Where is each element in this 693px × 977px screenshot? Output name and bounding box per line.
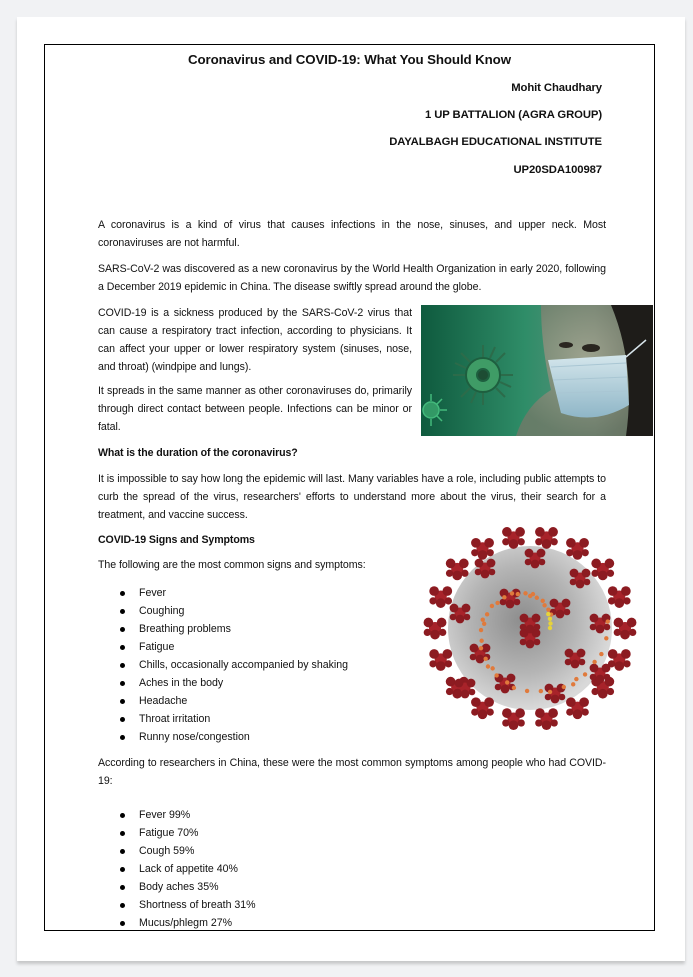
coronavirus-illustration [405,509,655,747]
list-item: Headache [98,692,348,710]
list-item: Fatigue [98,638,348,656]
spike-protein [614,618,637,640]
spike-protein [608,586,631,608]
list-item: Lack of appetite 40% [98,860,256,878]
spike-protein [471,697,494,719]
battalion: 1 UP BATTALION (AGRA GROUP) [424,109,602,121]
bullet-icon [120,681,125,686]
list-item: Coughing [98,602,348,620]
envelope-protein-dot [482,622,486,626]
document-title: Coronavirus and COVID-19: What You Should Know [188,52,511,67]
spike-protein [591,559,614,581]
spike-protein [446,559,469,581]
spike-protein [502,708,525,730]
envelope-protein-dot [604,636,608,640]
institute: DAYALBAGH EDUCATIONAL INSTITUTE [389,136,602,148]
paragraph-spread: It spreads in the same manner as other coronaviruses do, primarily through direct contact between people. Infections can be minor or fatal. [98,385,412,433]
envelope-protein-dot [479,628,483,632]
bullet-icon [120,645,125,650]
bullet-icon [120,921,125,926]
envelope-protein-dot [505,680,509,684]
envelope-protein-dot [486,664,490,668]
envelope-protein-dot [571,682,575,686]
envelope-protein-dot [548,621,552,625]
paragraph-research-intro: According to researchers in China, these were the most common symptoms among people who had COVID-19: [98,757,606,787]
bullet-icon [120,663,125,668]
spike-protein [566,697,589,719]
envelope-protein-dot [541,599,545,603]
envelope-protein-dot [485,612,489,616]
bullet-icon [120,591,125,596]
envelope-protein-dot [481,617,485,621]
paragraph-duration: It is impossible to say how long the epidemic will last. Many variables have a role, including public attempts to curb the spread of the virus, researchers' efforts to understand more about the virus, their search for a treatment, and vaccine success. [98,473,606,521]
envelope-protein-dot [523,591,527,595]
page-border [44,44,655,931]
envelope-protein-dot [516,592,520,596]
list-item: Chills, occasionally accompanied by shaking [98,656,348,674]
spike-protein [429,586,452,608]
list-item: Fatigue 70% [98,824,256,842]
bullet-icon [120,903,125,908]
spike-protein [424,618,447,640]
envelope-protein-dot [548,626,552,630]
bullet-icon [120,885,125,890]
spike-protein [429,649,452,671]
envelope-protein-dot [502,595,506,599]
envelope-protein-dot [542,603,546,607]
envelope-protein-dot [479,646,483,650]
envelope-protein-dot [548,690,552,694]
bullet-icon [120,735,125,740]
bullet-icon [120,867,125,872]
spike-protein [535,708,558,730]
masked-person-illustration [421,305,653,436]
envelope-protein-dot [539,689,543,693]
bullet-icon [120,609,125,614]
envelope-protein-dot [510,591,514,595]
spike-protein [535,527,558,549]
envelope-protein-dot [483,657,487,661]
envelope-protein-dot [479,639,483,643]
envelope-protein-dot [583,672,587,676]
envelope-protein-dot [592,660,596,664]
envelope-protein-dot [490,666,494,670]
list-item: Mucus/phlegm 27% [98,914,256,932]
envelope-protein-dot [535,596,539,600]
list-item: Fever 99% [98,806,256,824]
masked-person-image [421,305,653,436]
bullet-icon [120,699,125,704]
spike-protein [502,527,525,549]
bullet-icon [120,849,125,854]
envelope-protein-dot [562,685,566,689]
list-item: Throat irritation [98,710,348,728]
virus-model-image [405,509,655,747]
bullet-icon [120,813,125,818]
paragraph-signs-intro: The following are the most common signs and symptoms: [98,559,366,571]
paragraph-sickness: COVID-19 is a sickness produced by the SARS-CoV-2 virus that can cause a respiratory tract infection, according to physicians. It can affect your upper or lower respiratory system (sinuses, nose, and throat) (windpipe and lungs). [98,307,412,373]
paragraph-intro: A coronavirus is a kind of virus that causes infections in the nose, sinuses, and upper neck. Most coronaviruses are not harmful. [98,219,606,249]
list-item: Cough 59% [98,842,256,860]
signs-list [98,584,348,746]
envelope-protein-dot [528,594,532,598]
heading-duration: What is the duration of the coronavirus? [98,447,298,459]
virus-particle [453,345,513,405]
heading-signs: COVID-19 Signs and Symptoms [98,534,255,546]
envelope-protein-dot [494,673,498,677]
paragraph-discovery: SARS-CoV-2 was discovered as a new coronavirus by the World Health Organization in early 2020, following a December 2019 epidemic in China. The disease swiftly spread around the globe. [98,263,606,293]
bullet-icon [120,717,125,722]
envelope-protein-dot [546,607,550,611]
list-item: Breathing problems [98,620,348,638]
envelope-protein-dot [574,677,578,681]
envelope-protein-dot [490,604,494,608]
envelope-protein-dot [525,689,529,693]
list-item: Runny nose/congestion [98,728,348,746]
bullet-icon [120,831,125,836]
envelope-protein-dot [546,612,550,616]
list-item: Fever [98,584,348,602]
bullet-icon [120,627,125,632]
envelope-protein-dot [512,686,516,690]
registration-number: UP20SDA100987 [513,164,602,176]
document-page [17,17,685,961]
envelope-protein-dot [548,617,552,621]
spike-protein [608,649,631,671]
list-item: Aches in the body [98,674,348,692]
list-item: Shortness of breath 31% [98,896,256,914]
envelope-protein-dot [599,652,603,656]
research-symptoms-list [98,806,256,932]
envelope-protein-dot [606,619,610,623]
envelope-protein-dot [495,601,499,605]
author-name: Mohit Chaudhary [511,82,602,94]
list-item: Body aches 35% [98,878,256,896]
